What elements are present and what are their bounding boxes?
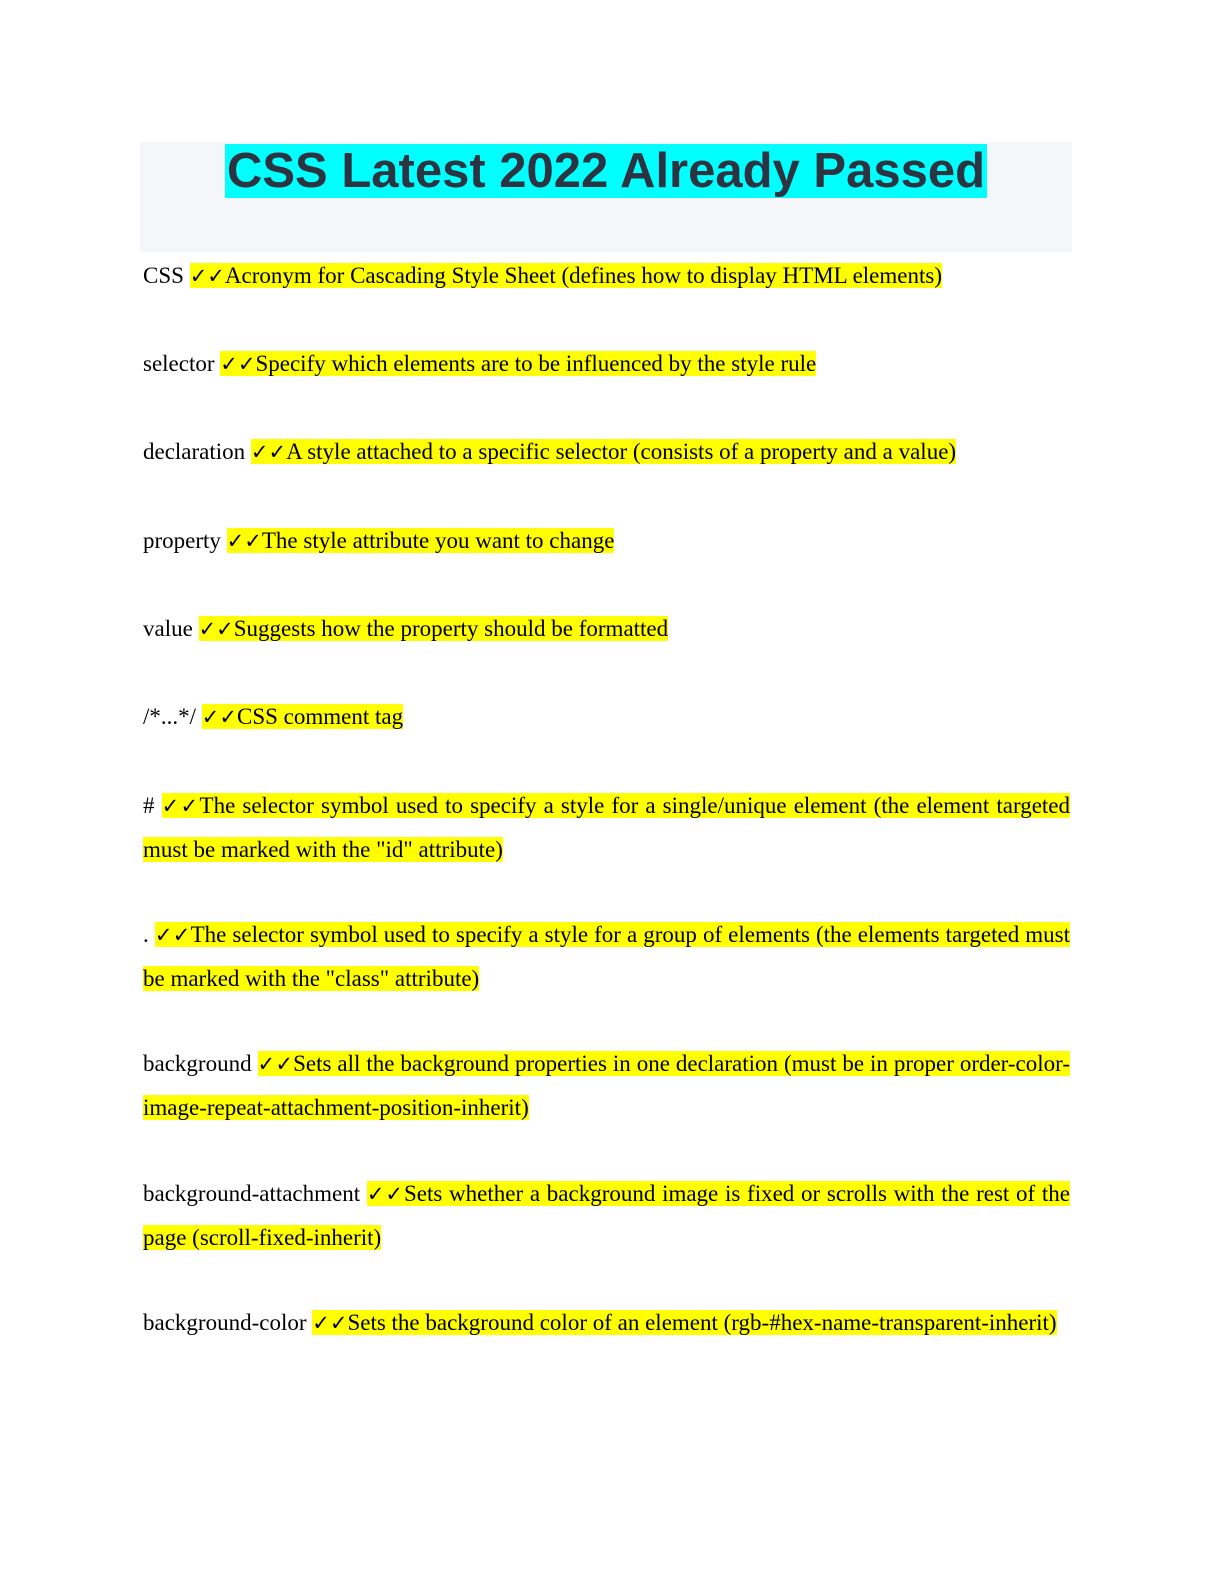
entry-term: declaration: [143, 439, 246, 464]
flashcard-entry: [143, 1172, 1070, 1260]
flashcard-entry: [143, 519, 1070, 563]
flashcard-entry: [143, 695, 1070, 739]
flashcard-entry: [143, 430, 1070, 474]
entry-answer: [190, 263, 942, 288]
flashcard-entry: [143, 913, 1070, 1001]
flashcard-entry: [143, 342, 1070, 386]
entry-answer: [143, 922, 1070, 991]
entry-definition: Sets whether a background image is fixed or scrolls with the rest of the page (scroll-fixed-inherit): [143, 1181, 1070, 1250]
entry-definition: The style attribute you want to change: [261, 528, 615, 553]
check-mark-icon: ✓✓: [201, 705, 237, 729]
title-banner: [140, 142, 1072, 252]
entry-definition: Acronym for Cascading Style Sheet (defines how to display HTML elements): [224, 263, 942, 288]
flashcard-entry: [143, 607, 1070, 651]
entry-definition: A style attached to a specific selector (consists of a property and a value): [286, 439, 957, 464]
entry-term: .: [143, 922, 149, 947]
entry-definition: The selector symbol used to specify a style for a single/unique element (the element targeted must be marked with the "id" attribute): [143, 793, 1071, 862]
entry-definition: Suggests how the property should be formatted: [233, 616, 669, 641]
check-mark-icon: ✓✓: [161, 794, 200, 818]
entry-answer: [312, 1310, 1056, 1335]
entry-term: /*...*/: [143, 704, 197, 729]
entry-term: CSS: [143, 263, 184, 288]
entry-answer: [199, 616, 669, 641]
check-mark-icon: ✓✓: [312, 1311, 348, 1335]
entry-term: background-attachment: [143, 1181, 361, 1206]
check-mark-icon: ✓✓: [198, 617, 234, 641]
flashcard-entry: [143, 784, 1070, 872]
entry-definition: Sets the background color of an element (rgb-#hex-name-transparent-inherit): [347, 1310, 1057, 1335]
check-mark-icon: ✓✓: [220, 352, 256, 376]
entry-term: property: [143, 528, 221, 553]
check-mark-icon: ✓✓: [154, 923, 191, 947]
flashcard-entry: [143, 1042, 1070, 1130]
check-mark-icon: ✓✓: [189, 264, 225, 288]
page-title-text: CSS Latest 2022 Already Passed: [226, 144, 986, 198]
entry-answer: [202, 704, 403, 729]
entry-answer: [220, 351, 816, 376]
entry-definition: Sets all the background properties in one declaration (must be in proper order-color-image-repeat-attachment-position-inherit): [143, 1051, 1070, 1120]
check-mark-icon: ✓✓: [257, 1052, 294, 1076]
check-mark-icon: ✓✓: [226, 529, 262, 553]
entry-answer: [143, 793, 1070, 862]
entry-answer: [143, 1051, 1070, 1120]
flashcard-entry: [143, 1301, 1070, 1345]
entry-term: background: [143, 1051, 252, 1076]
entry-definition: CSS comment tag: [236, 704, 404, 729]
entry-answer: [227, 528, 615, 553]
check-mark-icon: ✓✓: [250, 440, 287, 464]
page-title: [140, 144, 1072, 198]
entry-definition: Specify which elements are to be influenced by the style rule: [255, 351, 817, 376]
entry-term: selector: [143, 351, 215, 376]
check-mark-icon: ✓✓: [366, 1182, 404, 1206]
entry-definition: The selector symbol used to specify a style for a group of elements (the elements targeted must be marked with the "class" attribute): [143, 922, 1070, 991]
entry-term: #: [143, 793, 155, 818]
entry-answer: [251, 439, 956, 464]
entry-term: value: [143, 616, 193, 641]
entry-term: background-color: [143, 1310, 307, 1335]
flashcard-entry: [143, 254, 1070, 298]
